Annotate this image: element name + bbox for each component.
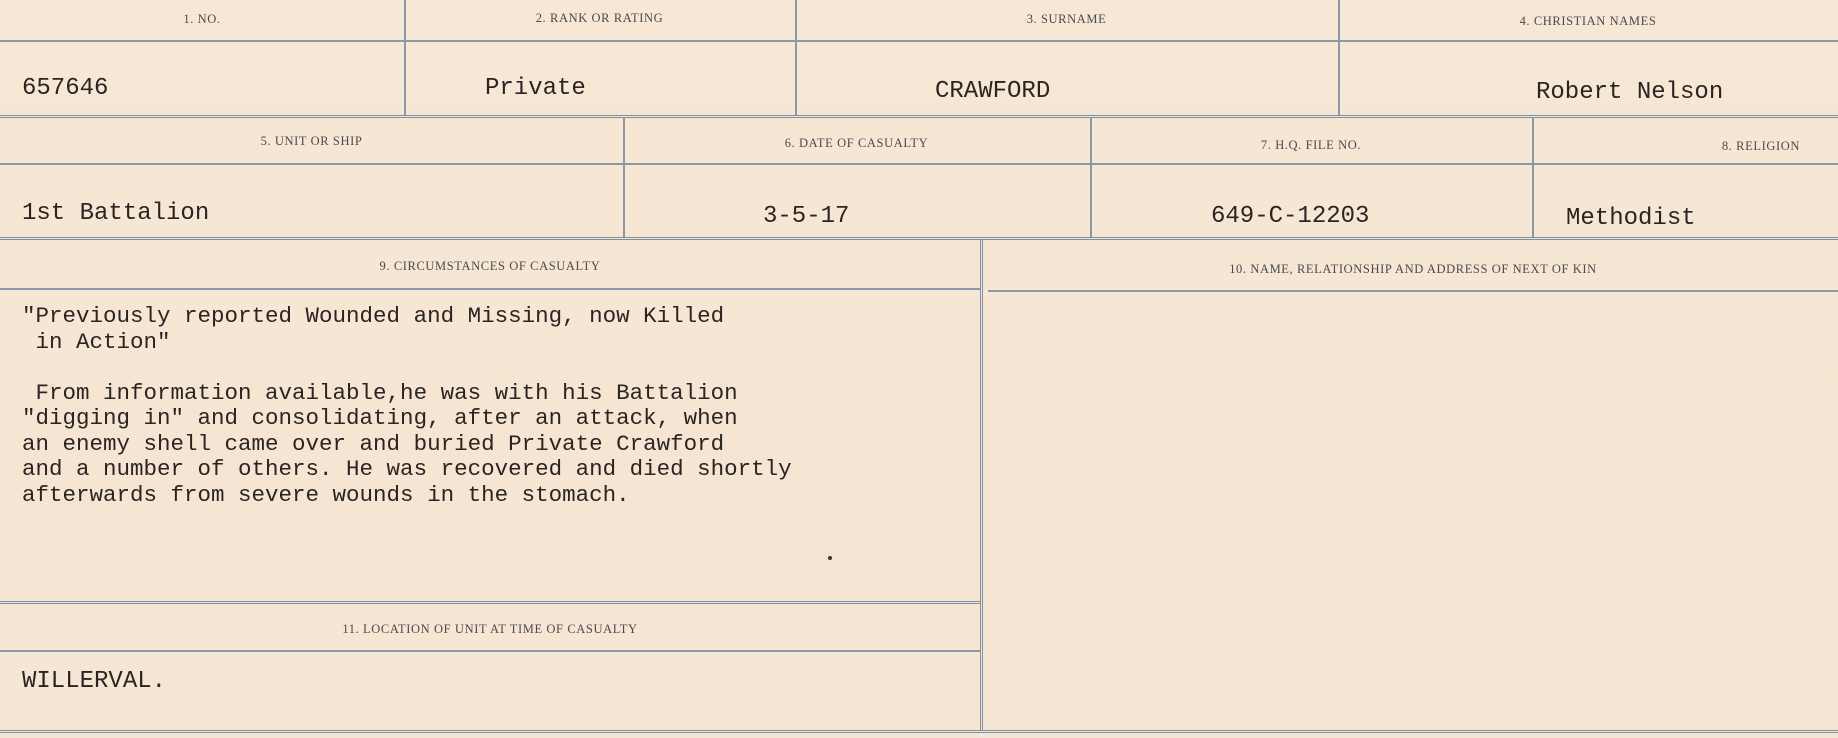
kin-header-rule bbox=[988, 290, 1838, 292]
circumstances-header-rule bbox=[0, 288, 980, 290]
header-circumstances: 9. CIRCUMSTANCES OF CASUALTY bbox=[379, 259, 601, 273]
row2-header-rule bbox=[0, 163, 1838, 165]
value-date: 3-5-17 bbox=[763, 203, 850, 230]
value-circumstances: "Previously reported Wounded and Missing, now Killed in Action" From information available,he was with his Battalion "digging in" and consolidating, after an attack, when an enemy shell came over and buried Private Crawford and a number of others. He was recovered and died shortly afterwards from severe wounds in the stomach. bbox=[22, 303, 792, 508]
header-date: 6. DATE OF CASUALTY bbox=[784, 136, 929, 150]
header-next-of-kin: 10. NAME, RELATIONSHIP AND ADDRESS OF NEXT OF KIN bbox=[1229, 262, 1597, 276]
value-file-no: 649-C-12203 bbox=[1211, 203, 1370, 230]
row2-divider-2 bbox=[1090, 117, 1092, 237]
header-location: 11. LOCATION OF UNIT AT TIME OF CASUALTY bbox=[342, 622, 638, 636]
row1-bottom-rule bbox=[0, 115, 1838, 118]
value-location: WILLERVAL. bbox=[22, 668, 167, 695]
header-no: 1. NO. bbox=[183, 12, 221, 26]
value-religion: Methodist bbox=[1566, 205, 1696, 232]
value-surname: CRAWFORD bbox=[935, 78, 1051, 105]
value-christian-names: Robert Nelson bbox=[1536, 79, 1724, 106]
row2-divider-1 bbox=[623, 117, 625, 237]
circumstances-bottom-rule bbox=[0, 601, 980, 604]
location-header-rule bbox=[0, 650, 980, 652]
header-rank: 2. RANK OR RATING bbox=[535, 11, 664, 25]
value-rank: Private bbox=[485, 75, 586, 102]
ink-speck bbox=[828, 556, 832, 560]
card-bottom-rule bbox=[0, 730, 1838, 733]
row2-bottom-rule bbox=[0, 237, 1838, 240]
header-religion: 8. RELIGION bbox=[1721, 139, 1800, 153]
header-christian-names: 4. CHRISTIAN NAMES bbox=[1519, 14, 1657, 28]
value-no: 657646 bbox=[22, 75, 109, 102]
header-surname: 3. SURNAME bbox=[1026, 12, 1107, 26]
row1-header-rule bbox=[0, 40, 1838, 42]
row2-divider-3 bbox=[1532, 117, 1534, 237]
header-unit: 5. UNIT OR SHIP bbox=[260, 134, 363, 148]
kin-divider bbox=[980, 240, 983, 730]
header-file-no: 7. H.Q. FILE NO. bbox=[1260, 138, 1362, 152]
value-unit: 1st Battalion bbox=[22, 200, 210, 227]
